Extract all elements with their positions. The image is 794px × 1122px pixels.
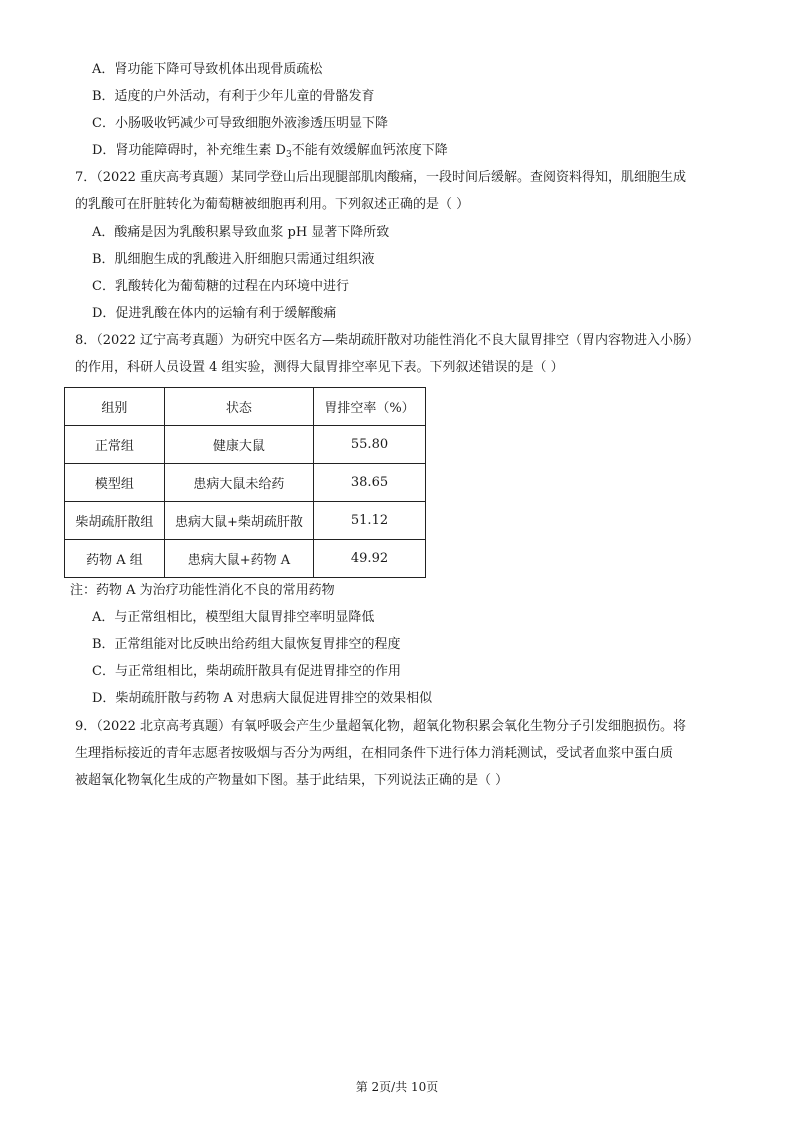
table-cell: 38.65 bbox=[314, 464, 426, 502]
table-cell: 55.80 bbox=[314, 426, 426, 464]
table-cell: 51.12 bbox=[314, 502, 426, 540]
table-cell: 患病大鼠+药物 A bbox=[164, 540, 313, 578]
table-header-cell: 状态 bbox=[164, 388, 313, 426]
q7-option-b: B．肌细胞生成的乳酸进入肝细胞只需通过组织液 bbox=[92, 252, 375, 267]
q8-option-a: A．与正常组相比，模型组大鼠胃排空率明显降低 bbox=[92, 610, 375, 625]
table-header-cell: 胃排空率（%） bbox=[314, 388, 426, 426]
q8-stem-line2: 的作用，科研人员设置 4 组实验，测得大鼠胃排空率见下表。下列叙述错误的是（ ） bbox=[75, 360, 564, 375]
q6-option-d bbox=[92, 142, 448, 160]
q9-stem-line2: 生理指标接近的青年志愿者按吸烟与否分为两组，在相同条件下进行体力消耗测试，受试者血浆中蛋白质 bbox=[75, 746, 674, 761]
q6-option-a: A．肾功能下降可导致机体出现骨质疏松 bbox=[92, 62, 323, 77]
rat-gastric-emptying-table bbox=[64, 387, 426, 578]
q6-option-c: C．小肠吸收钙减少可导致细胞外液渗透压明显下降 bbox=[92, 116, 388, 131]
table-row bbox=[65, 540, 426, 578]
q9-stem-line1: 9．（2022 北京高考真题）有氧呼吸会产生少量超氧化物，超氧化物积累会氧化生物分子引发细胞损伤。将 bbox=[75, 719, 686, 734]
table-cell: 患病大鼠未给药 bbox=[164, 464, 313, 502]
table-cell: 模型组 bbox=[65, 464, 165, 502]
table-row bbox=[65, 502, 426, 540]
q8-option-b: B．正常组能对比反映出给药组大鼠恢复胃排空的程度 bbox=[92, 637, 401, 652]
table-cell: 药物 A 组 bbox=[65, 540, 165, 578]
q8-option-d: D．柴胡疏肝散与药物 A 对患病大鼠促进胃排空的效果相似 bbox=[92, 691, 433, 706]
table-cell: 患病大鼠+柴胡疏肝散 bbox=[164, 502, 313, 540]
q7-option-a: A．酸痛是因为乳酸积累导致血浆 pH 显著下降所致 bbox=[92, 225, 390, 240]
table-row bbox=[65, 426, 426, 464]
table-cell: 柴胡疏肝散组 bbox=[65, 502, 165, 540]
q8-stem-line1: 8．（2022 辽宁高考真题）为研究中医名方—柴胡疏肝散对功能性消化不良大鼠胃排空（胃内容物进入小肠） bbox=[75, 333, 699, 348]
table-header-cell: 组别 bbox=[65, 388, 165, 426]
page-number-footer: 第 2页/共 10页 bbox=[355, 1080, 439, 1094]
q8-table-note: 注：药物 A 为治疗功能性消化不良的常用药物 bbox=[70, 583, 335, 598]
q7-option-c: C．乳酸转化为葡萄糖的过程在内环境中进行 bbox=[92, 279, 349, 294]
table-cell: 正常组 bbox=[65, 426, 165, 464]
q8-option-c: C．与正常组相比，柴胡疏肝散具有促进胃排空的作用 bbox=[92, 664, 401, 679]
table-header-row bbox=[65, 388, 426, 426]
q6-option-d-prefix: D．肾功能障碍时，补充维生素 D bbox=[92, 143, 286, 158]
q7-stem-line1: 7．（2022 重庆高考真题）某同学登山后出现腿部肌肉酸痛，一段时间后缓解。查阅资料得知，肌细胞生成 bbox=[75, 170, 686, 185]
table-cell: 49.92 bbox=[314, 540, 426, 578]
q6-option-b: B．适度的户外活动，有利于少年儿童的骨骼发育 bbox=[92, 89, 375, 104]
q6-option-d-subscript: 3 bbox=[285, 150, 292, 160]
q9-stem-line3: 被超氧化物氧化生成的产物量如下图。基于此结果，下列说法正确的是（ ） bbox=[75, 773, 509, 788]
table-cell: 健康大鼠 bbox=[164, 426, 313, 464]
q7-stem-line2: 的乳酸可在肝脏转化为葡萄糖被细胞再利用。下列叙述正确的是（ ） bbox=[75, 197, 470, 212]
table-row bbox=[65, 464, 426, 502]
q6-option-d-suffix: 不能有效缓解血钙浓度下降 bbox=[291, 143, 448, 158]
q7-option-d: D．促进乳酸在体内的运输有利于缓解酸痛 bbox=[92, 306, 337, 321]
